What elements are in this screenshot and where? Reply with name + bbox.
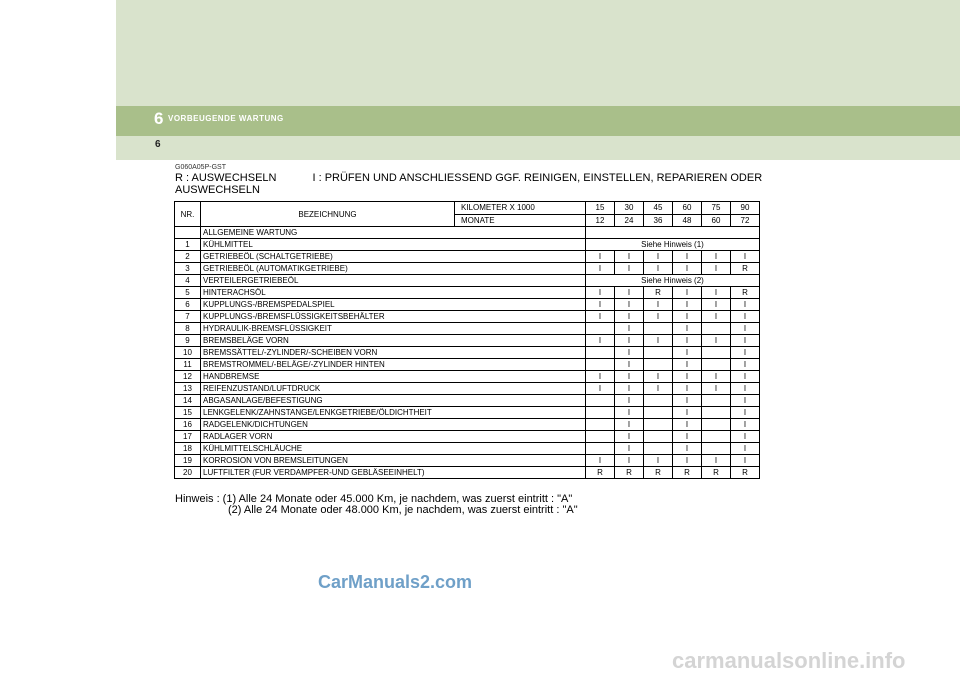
row-value: I — [586, 311, 615, 323]
page-number-band — [116, 136, 960, 160]
row-value: I — [673, 335, 702, 347]
row-name: LENKGELENK/ZAHNSTANGE/LENKGETRIEBE/ÖLDICHTHEIT — [201, 407, 586, 419]
row-value: I — [586, 371, 615, 383]
table-row — [175, 467, 760, 479]
row-value: I — [644, 299, 673, 311]
row-value: I — [586, 287, 615, 299]
table-row — [175, 335, 760, 347]
month-value: 12 — [586, 214, 615, 227]
row-number: 8 — [175, 323, 201, 335]
row-value: I — [731, 455, 760, 467]
row-number: 12 — [175, 371, 201, 383]
nr-header: NR. — [175, 202, 201, 227]
table-row — [175, 371, 760, 383]
row-value: I — [731, 323, 760, 335]
month-value: 36 — [644, 214, 673, 227]
row-value: I — [615, 311, 644, 323]
table-row — [175, 323, 760, 335]
row-number: 13 — [175, 383, 201, 395]
legend-i-cont: AUSWECHSELN — [175, 184, 260, 196]
row-number: 10 — [175, 347, 201, 359]
row-value: R — [702, 467, 731, 479]
row-value — [644, 347, 673, 359]
km-value: 75 — [702, 202, 731, 215]
row-name: KÜHLMITTEL — [201, 239, 586, 251]
row-name: GETRIEBEÖL (SCHALTGETRIEBE) — [201, 251, 586, 263]
row-value — [702, 407, 731, 419]
row-value: R — [673, 467, 702, 479]
row-value: I — [615, 359, 644, 371]
row-value — [586, 419, 615, 431]
row-value: I — [702, 311, 731, 323]
row-value: I — [644, 335, 673, 347]
table-row — [175, 275, 760, 287]
row-value: I — [702, 371, 731, 383]
row-value: I — [586, 251, 615, 263]
row-name: REIFENZUSTAND/LUFTDRUCK — [201, 383, 586, 395]
section-title: ALLGEMEINE WARTUNG — [201, 227, 586, 239]
row-name: ABGASANLAGE/BEFESTIGUNG — [201, 395, 586, 407]
row-name: VERTEILERGETRIEBEÖL — [201, 275, 586, 287]
row-value: I — [673, 287, 702, 299]
row-note: Siehe Hinweis (1) — [586, 239, 760, 251]
maintenance-schedule-table — [174, 201, 760, 479]
row-value: R — [731, 287, 760, 299]
row-value: I — [702, 299, 731, 311]
row-value: I — [644, 383, 673, 395]
row-value: I — [731, 335, 760, 347]
row-value: I — [731, 359, 760, 371]
row-number: 4 — [175, 275, 201, 287]
row-number: 15 — [175, 407, 201, 419]
watermark-carmanuals[interactable]: CarManuals2.com — [318, 572, 473, 592]
legend — [175, 172, 795, 196]
row-number: 9 — [175, 335, 201, 347]
row-value: I — [673, 395, 702, 407]
table-row — [175, 395, 760, 407]
row-value — [644, 359, 673, 371]
table-row — [175, 407, 760, 419]
row-name: HINTERACHSÖL — [201, 287, 586, 299]
km-value: 90 — [731, 202, 760, 215]
row-value — [586, 431, 615, 443]
row-value: I — [615, 383, 644, 395]
table-row — [175, 239, 760, 251]
row-name: RADLAGER VORN — [201, 431, 586, 443]
row-value: I — [673, 347, 702, 359]
row-value — [702, 443, 731, 455]
row-value: I — [673, 263, 702, 275]
row-name: BREMSSÄTTEL/-ZYLINDER/-SCHEIBEN VORN — [201, 347, 586, 359]
row-number: 2 — [175, 251, 201, 263]
row-value: I — [731, 431, 760, 443]
table-row — [175, 299, 760, 311]
row-value: I — [586, 263, 615, 275]
month-value: 60 — [702, 214, 731, 227]
watermark-online: carmanualsonline.info — [672, 648, 906, 673]
row-value — [644, 407, 673, 419]
row-value — [702, 323, 731, 335]
row-value: I — [644, 263, 673, 275]
row-value: I — [731, 383, 760, 395]
row-value: I — [731, 419, 760, 431]
row-value: I — [673, 359, 702, 371]
row-value: R — [615, 467, 644, 479]
row-name: KUPPLUNGS-/BREMSFLÜSSIGKEITSBEHÄLTER — [201, 311, 586, 323]
row-value — [586, 323, 615, 335]
row-number: 7 — [175, 311, 201, 323]
row-value: R — [586, 467, 615, 479]
row-number: 11 — [175, 359, 201, 371]
section-row — [175, 227, 760, 239]
legend-i: I : PRÜFEN UND ANSCHLIESSEND GGF. REINIGEN, EINSTELLEN, REPARIEREN ODER — [312, 172, 763, 184]
row-value: I — [615, 287, 644, 299]
row-value: I — [731, 371, 760, 383]
row-value: R — [644, 467, 673, 479]
page-number: 6 — [155, 139, 161, 150]
row-value: I — [615, 347, 644, 359]
months-label: MONATE — [461, 215, 495, 225]
name-header: BEZEICHNUNG — [298, 209, 357, 219]
row-value: I — [673, 431, 702, 443]
row-value — [586, 443, 615, 455]
row-value: I — [673, 323, 702, 335]
row-value: I — [731, 299, 760, 311]
row-value: I — [673, 299, 702, 311]
row-value: I — [586, 299, 615, 311]
row-value — [644, 431, 673, 443]
table-row — [175, 455, 760, 467]
km-label: KILOMETER X 1000 — [455, 202, 585, 215]
row-value — [586, 407, 615, 419]
row-name: BREMSTROMMEL/-BELÄGE/-ZYLINDER HINTEN — [201, 359, 586, 371]
row-value: I — [644, 371, 673, 383]
row-value: I — [702, 335, 731, 347]
table-row — [175, 287, 760, 299]
row-value: I — [702, 455, 731, 467]
row-value: I — [731, 395, 760, 407]
month-value: 24 — [615, 214, 644, 227]
row-name: GETRIEBEÖL (AUTOMATIKGETRIEBE) — [201, 263, 586, 275]
row-value: I — [586, 383, 615, 395]
row-value: I — [673, 455, 702, 467]
row-value: I — [673, 311, 702, 323]
legend-r: R : AUSWECHSELN — [175, 172, 277, 184]
km-value: 60 — [673, 202, 702, 215]
row-number: 6 — [175, 299, 201, 311]
row-name: BREMSBELÄGE VORN — [201, 335, 586, 347]
month-value: 72 — [731, 214, 760, 227]
row-value: I — [615, 443, 644, 455]
table-row — [175, 359, 760, 371]
row-value: I — [615, 407, 644, 419]
row-number: 14 — [175, 395, 201, 407]
row-value: I — [586, 335, 615, 347]
row-value — [702, 347, 731, 359]
row-number: 3 — [175, 263, 201, 275]
name-header-cell — [201, 202, 586, 227]
row-value: I — [615, 371, 644, 383]
row-value — [586, 359, 615, 371]
row-number: 18 — [175, 443, 201, 455]
section-empty — [586, 227, 760, 239]
table-row — [175, 347, 760, 359]
row-name: HYDRAULIK-BREMSFLÜSSIGKEIT — [201, 323, 586, 335]
row-value — [702, 419, 731, 431]
header-row-km — [175, 202, 760, 215]
row-value: I — [615, 431, 644, 443]
row-value: I — [615, 335, 644, 347]
km-value: 30 — [615, 202, 644, 215]
row-value — [702, 395, 731, 407]
row-number: 19 — [175, 455, 201, 467]
table-row — [175, 443, 760, 455]
row-value: I — [702, 251, 731, 263]
row-value — [586, 395, 615, 407]
row-value — [644, 443, 673, 455]
month-value: 48 — [673, 214, 702, 227]
row-name: LUFTFILTER (FUR VERDAMPFER-UND GEBLÄSEEINHELT) — [201, 467, 586, 479]
row-value: I — [644, 251, 673, 263]
note-1: Hinweis : (1) Alle 24 Monate oder 45.000 Km, je nachdem, was zuerst eintritt : "A" — [175, 493, 573, 505]
document-code: G060A05P-GST — [175, 164, 226, 171]
row-name: KUPPLUNGS-/BREMSPEDALSPIEL — [201, 299, 586, 311]
table-row — [175, 431, 760, 443]
row-value: I — [615, 419, 644, 431]
row-value — [644, 419, 673, 431]
row-value: I — [615, 395, 644, 407]
row-value — [644, 395, 673, 407]
row-value — [702, 359, 731, 371]
table-row — [175, 419, 760, 431]
chapter-number: 6 — [154, 109, 164, 128]
row-value: I — [586, 455, 615, 467]
row-value: I — [731, 407, 760, 419]
row-name: HANDBREMSE — [201, 371, 586, 383]
row-value: I — [673, 407, 702, 419]
note-2: (2) Alle 24 Monate oder 48.000 Km, je nachdem, was zuerst eintritt : "A" — [228, 504, 578, 516]
row-number: 5 — [175, 287, 201, 299]
section-nr — [175, 227, 201, 239]
km-value: 15 — [586, 202, 615, 215]
row-value: R — [731, 263, 760, 275]
row-value: I — [615, 455, 644, 467]
row-value — [702, 431, 731, 443]
row-value: I — [615, 263, 644, 275]
row-value — [644, 323, 673, 335]
row-value — [586, 347, 615, 359]
row-value: R — [644, 287, 673, 299]
row-value: I — [702, 287, 731, 299]
row-value: I — [673, 251, 702, 263]
table-row — [175, 311, 760, 323]
km-value: 45 — [644, 202, 673, 215]
row-value: I — [615, 251, 644, 263]
row-name: KORROSION VON BREMSLEITUNGEN — [201, 455, 586, 467]
row-value: I — [731, 251, 760, 263]
row-number: 1 — [175, 239, 201, 251]
row-value: I — [702, 383, 731, 395]
row-value: I — [731, 347, 760, 359]
row-value: I — [731, 443, 760, 455]
row-value: I — [673, 443, 702, 455]
notes — [175, 494, 578, 516]
row-name: KÜHLMITTELSCHLÄUCHE — [201, 443, 586, 455]
header-band-top — [116, 0, 960, 106]
row-value: I — [615, 323, 644, 335]
table-row — [175, 251, 760, 263]
row-note: Siehe Hinweis (2) — [586, 275, 760, 287]
row-value: I — [673, 371, 702, 383]
row-name: RADGELENK/DICHTUNGEN — [201, 419, 586, 431]
row-number: 16 — [175, 419, 201, 431]
row-value: I — [644, 455, 673, 467]
row-number: 17 — [175, 431, 201, 443]
row-number: 20 — [175, 467, 201, 479]
row-value: I — [731, 311, 760, 323]
table-row — [175, 263, 760, 275]
row-value: I — [615, 299, 644, 311]
row-value: I — [702, 263, 731, 275]
row-value: R — [731, 467, 760, 479]
table-row — [175, 383, 760, 395]
row-value: I — [673, 383, 702, 395]
chapter-title: VORBEUGENDE WARTUNG — [168, 114, 284, 123]
row-value: I — [673, 419, 702, 431]
row-value: I — [644, 311, 673, 323]
